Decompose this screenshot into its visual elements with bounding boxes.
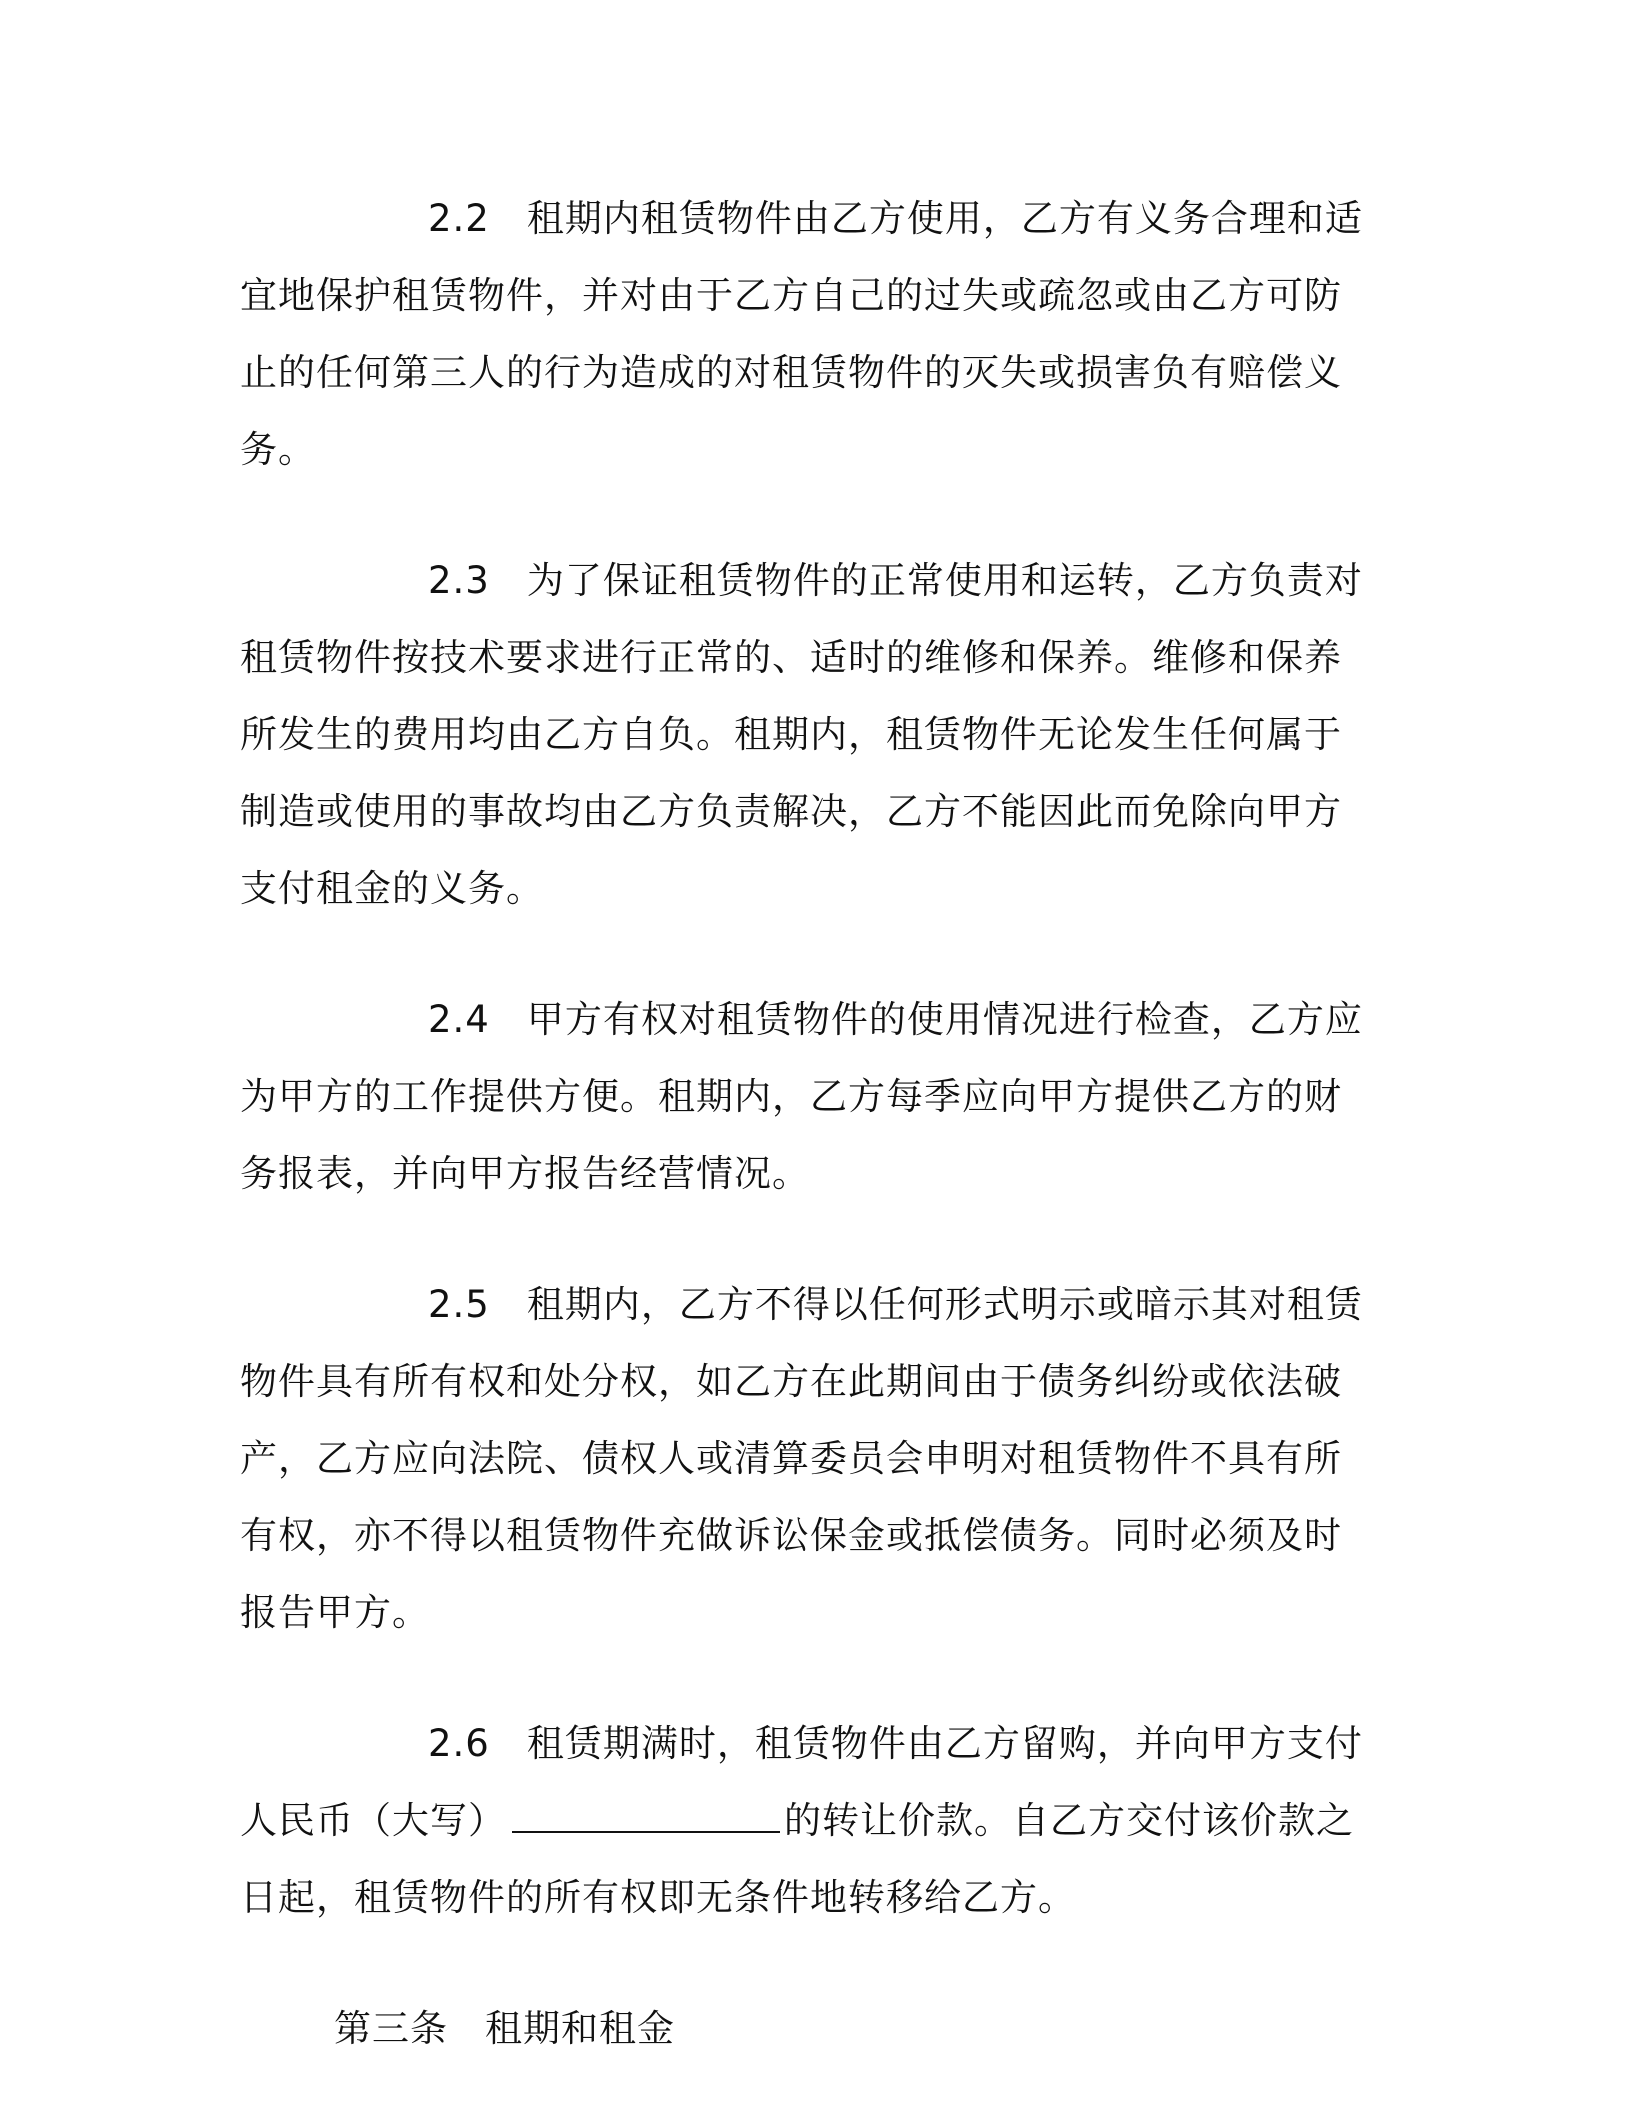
clause-2-3	[240, 542, 1370, 927]
clause-2-4	[240, 981, 1370, 1212]
clause-text-before-blank: 租赁期满时，租赁物件由乙方留购，并向甲方支付人民币（大写）	[240, 1722, 1363, 1842]
article-number: 第三条	[334, 2007, 448, 2050]
price-blank-line	[512, 1795, 780, 1833]
clause-2-2	[240, 180, 1370, 488]
clause-2-6	[240, 1705, 1370, 1936]
clause-number: 2.2	[428, 197, 490, 240]
clause-number: 2.6	[428, 1722, 490, 1765]
clause-text: 租期内，乙方不得以任何形式明示或暗示其对租赁物件具有所有权和处分权，如乙方在此期间由于债务纠纷或依法破产，乙方应向法院、债权人或清算委员会申明对租赁物件不具有所有权，亦不得以租赁物件充做诉讼保金或抵偿债务。同时必须及时报告甲方。	[240, 1283, 1363, 1634]
clause-text-after-blank: 的转让价款。自乙方交付该价款之日起，租赁物件的所有权即无条件地转移给乙方。	[240, 1799, 1354, 1919]
article-3-heading	[240, 1990, 1370, 2067]
article-title: 租期和租金	[485, 2007, 675, 2050]
clause-text: 甲方有权对租赁物件的使用情况进行检查，乙方应为甲方的工作提供方便。租期内，乙方每季应向甲方提供乙方的财务报表，并向甲方报告经营情况。	[240, 998, 1363, 1195]
clause-number: 2.3	[428, 559, 490, 602]
clause-number: 2.5	[428, 1283, 490, 1326]
clause-text: 租期内租赁物件由乙方使用，乙方有义务合理和适宜地保护租赁物件，并对由于乙方自己的过失或疏忽或由乙方可防止的任何第三人的行为造成的对租赁物件的灭失或损害负有赔偿义务。	[240, 197, 1363, 471]
document-body	[240, 180, 1370, 2067]
clause-number: 2.4	[428, 998, 490, 1041]
clause-2-5	[240, 1266, 1370, 1651]
clause-text: 为了保证租赁物件的正常使用和运转，乙方负责对租赁物件按技术要求进行正常的、适时的维修和保养。维修和保养所发生的费用均由乙方自负。租期内，租赁物件无论发生任何属于制造或使用的事故均由乙方负责解决，乙方不能因此而免除向甲方支付租金的义务。	[240, 559, 1363, 910]
